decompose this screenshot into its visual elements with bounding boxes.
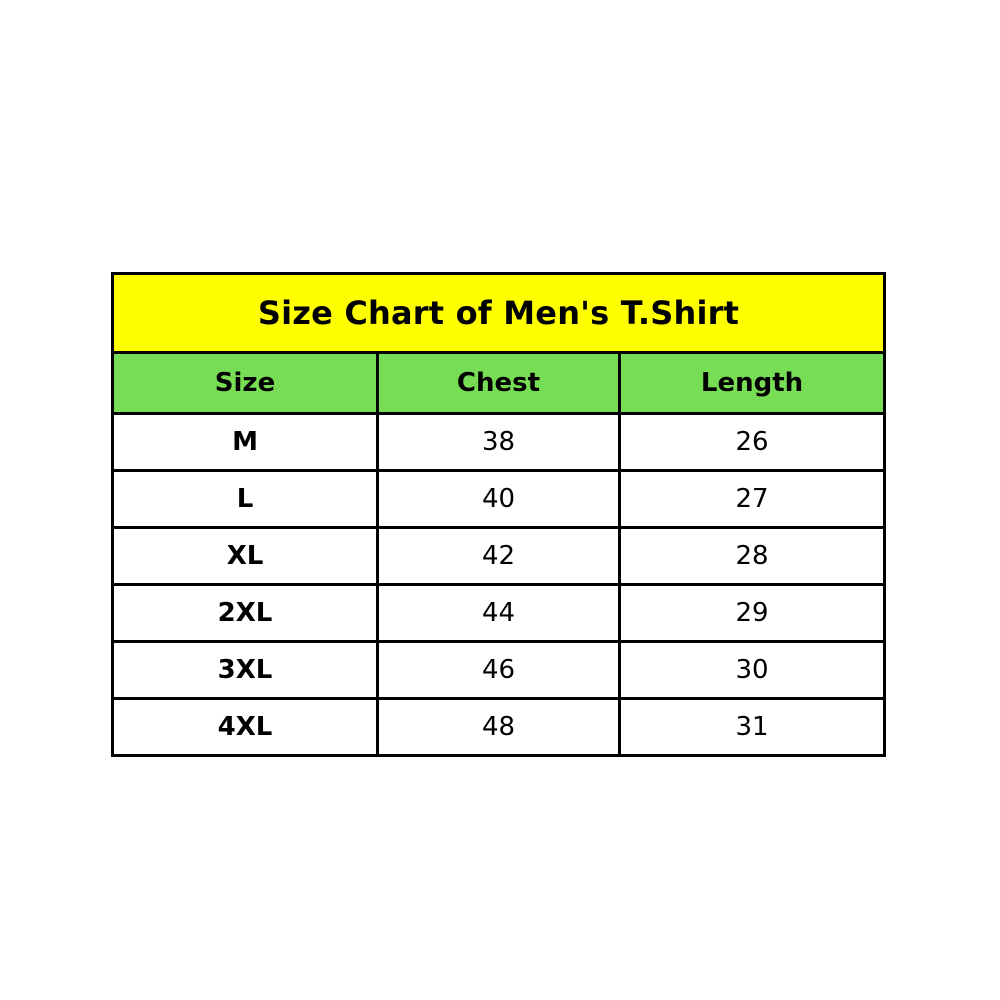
table-row bbox=[113, 699, 885, 756]
cell-size: 3XL bbox=[113, 642, 378, 699]
cell-chest: 44 bbox=[378, 585, 620, 642]
cell-chest: 38 bbox=[378, 414, 620, 471]
cell-length: 27 bbox=[620, 471, 885, 528]
column-header-size: Size bbox=[113, 353, 378, 414]
cell-size: XL bbox=[113, 528, 378, 585]
table-row bbox=[113, 414, 885, 471]
cell-size: M bbox=[113, 414, 378, 471]
table-row bbox=[113, 642, 885, 699]
table-row bbox=[113, 528, 885, 585]
cell-chest: 48 bbox=[378, 699, 620, 756]
cell-size: 4XL bbox=[113, 699, 378, 756]
cell-length: 26 bbox=[620, 414, 885, 471]
cell-size: L bbox=[113, 471, 378, 528]
size-chart-container bbox=[111, 272, 883, 742]
cell-chest: 40 bbox=[378, 471, 620, 528]
cell-chest: 42 bbox=[378, 528, 620, 585]
table-row bbox=[113, 471, 885, 528]
cell-length: 28 bbox=[620, 528, 885, 585]
cell-length: 30 bbox=[620, 642, 885, 699]
column-header-chest: Chest bbox=[378, 353, 620, 414]
table-title-row bbox=[113, 274, 885, 353]
cell-chest: 46 bbox=[378, 642, 620, 699]
table-header-row bbox=[113, 353, 885, 414]
cell-length: 31 bbox=[620, 699, 885, 756]
size-chart-table bbox=[111, 272, 886, 757]
cell-length: 29 bbox=[620, 585, 885, 642]
chart-title: Size Chart of Men's T.Shirt bbox=[113, 274, 885, 353]
column-header-length: Length bbox=[620, 353, 885, 414]
table-row bbox=[113, 585, 885, 642]
cell-size: 2XL bbox=[113, 585, 378, 642]
